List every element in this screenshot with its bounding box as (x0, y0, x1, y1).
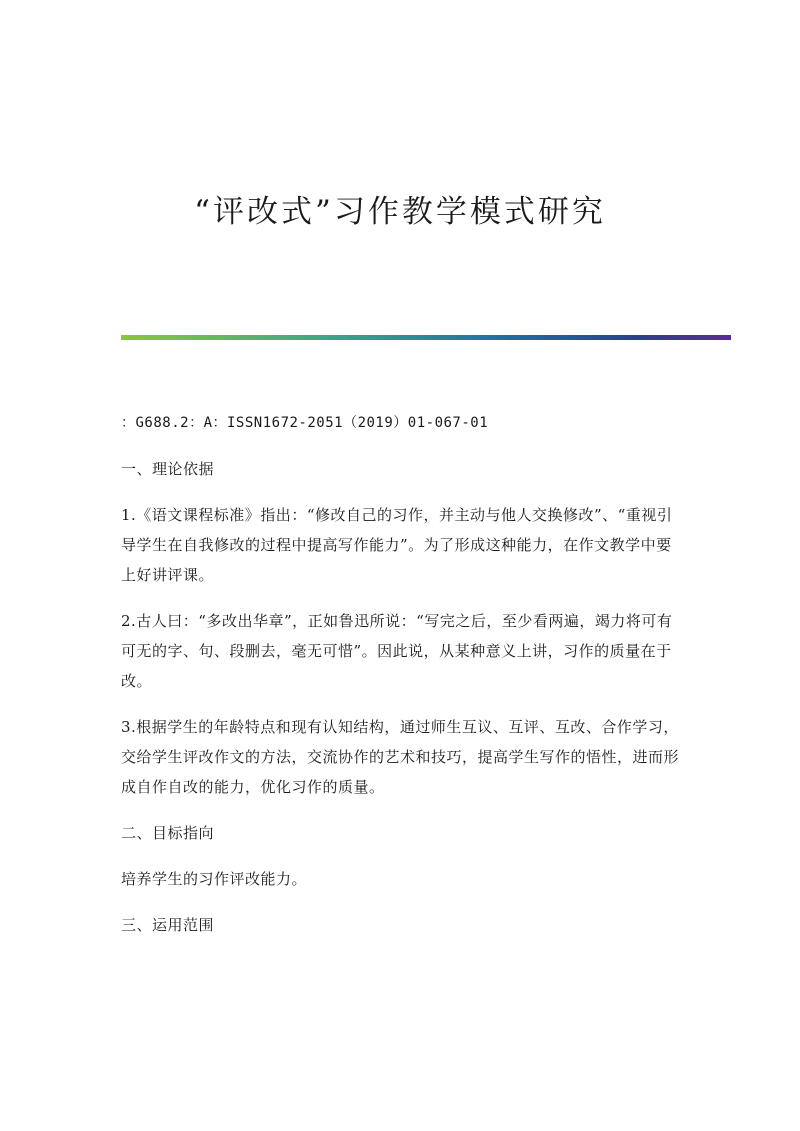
document-body (121, 408, 681, 956)
document-title: “评改式”习作教学模式研究 (194, 194, 606, 230)
paragraph-2: 2.古人曰：“多改出华章”，正如鲁迅所说：“写完之后，至少看两遍，竭力将可有可无的字、句、段删去，毫无可惜”。因此说，从某种意义上讲，习作的质量在于改。 (121, 612, 673, 690)
classification-line: ：G688.2：A：ISSN1672-2051（2019）01-067-01 (121, 415, 489, 431)
paragraph-4: 培养学生的习作评改能力。 (121, 870, 308, 888)
paragraph-3: 3.根据学生的年龄特点和现有认知结构，通过师生互议、互评、互改、合作学习，交给学生评改作文的方法，交流协作的艺术和技巧，提高学生写作的悟性，进而形成自作自改的能力，优化习作的质量。 (121, 718, 680, 796)
paragraph-1: 1.《语文课程标准》指出：“修改自己的习作，并主动与他人交换修改”、“重视引导学生在自我修改的过程中提高写作能力”。为了形成这种能力，在作文教学中要上好讲评课。 (121, 506, 673, 584)
gradient-divider (121, 335, 731, 340)
section-heading-2: 二、目标指向 (121, 824, 215, 842)
section-heading-3: 三、运用范围 (121, 916, 215, 934)
section-heading-1: 一、理论依据 (121, 460, 215, 478)
